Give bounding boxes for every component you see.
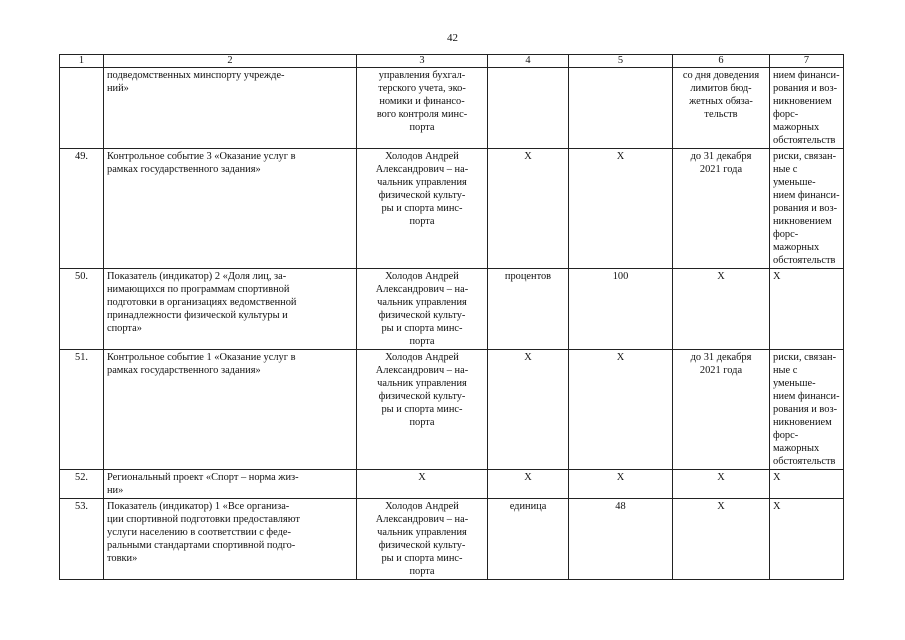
event-name-cell: Контрольное событие 1 «Оказание услуг в рамках государственного задания» [104,350,357,470]
risks-cell: риски, связан- ные с уменьше- нием финанси- рования и воз- никновением форс-мажорных обстоятельств [770,350,844,470]
value-cell: Х [569,149,673,269]
table-row [60,499,844,580]
page-number: 42 [447,32,458,44]
value-cell: 100 [569,269,673,350]
column-number-4: 4 [488,55,569,68]
column-number-7: 7 [770,55,844,68]
responsible-person-cell: Холодов Андрей Александрович – на- чальник управления физической культу- ры и спорта минс- порта [357,269,488,350]
unit-cell: процентов [488,269,569,350]
event-name-cell: Контрольное событие 3 «Оказание услуг в рамках государственного задания» [104,149,357,269]
unit-cell: единица [488,499,569,580]
plan-table [59,54,844,580]
table-row [60,68,844,149]
unit-cell: Х [488,350,569,470]
value-cell: 48 [569,499,673,580]
column-number-2: 2 [104,55,357,68]
risks-cell: Х [770,499,844,580]
event-name-cell: Региональный проект «Спорт – норма жиз- ни» [104,470,357,499]
deadline-cell: со дня доведения лимитов бюд- жетных обяза- тельств [673,68,770,149]
column-number-1: 1 [60,55,104,68]
value-cell [569,68,673,149]
risks-cell: Х [770,269,844,350]
row-number-cell: 51. [60,350,104,470]
responsible-person-cell: управления бухгал- терского учета, эко- номики и финансо- вого контроля минс- порта [357,68,488,149]
table-row [60,149,844,269]
risks-cell: риски, связан- ные с уменьше- нием финанси- рования и воз- никновением форс-мажорных обстоятельств [770,149,844,269]
deadline-cell: Х [673,269,770,350]
deadline-cell: до 31 декабря 2021 года [673,149,770,269]
table-body [60,68,844,580]
table-row [60,269,844,350]
table-row [60,350,844,470]
column-number-3: 3 [357,55,488,68]
event-name-cell: Показатель (индикатор) 1 «Все организа- ции спортивной подготовки предоставляют услуги населению в соответствии с феде- ральными стандартами спортивной подго- товки» [104,499,357,580]
row-number-cell: 52. [60,470,104,499]
row-number-cell: 49. [60,149,104,269]
risks-cell: нием финанси- рования и воз- никновением форс-мажорных обстоятельств [770,68,844,149]
unit-cell: Х [488,470,569,499]
event-name-cell: подведомственных минспорту учрежде- ний» [104,68,357,149]
risks-cell: Х [770,470,844,499]
unit-cell: Х [488,149,569,269]
value-cell: Х [569,470,673,499]
column-number-row [60,55,844,68]
responsible-person-cell: Х [357,470,488,499]
responsible-person-cell: Холодов Андрей Александрович – на- чальник управления физической культу- ры и спорта минс- порта [357,499,488,580]
deadline-cell: Х [673,499,770,580]
responsible-person-cell: Холодов Андрей Александрович – на- чальник управления физической культу- ры и спорта минс- порта [357,350,488,470]
row-number-cell [60,68,104,149]
event-name-cell: Показатель (индикатор) 2 «Доля лиц, за- нимающихся по программам спортивной подготовки в организациях ведомственной принадлежности физической культуры и спорта» [104,269,357,350]
table-row [60,470,844,499]
deadline-cell: Х [673,470,770,499]
value-cell: Х [569,350,673,470]
responsible-person-cell: Холодов Андрей Александрович – на- чальник управления физической культу- ры и спорта минс- порта [357,149,488,269]
unit-cell [488,68,569,149]
row-number-cell: 50. [60,269,104,350]
column-number-6: 6 [673,55,770,68]
deadline-cell: до 31 декабря 2021 года [673,350,770,470]
column-number-5: 5 [569,55,673,68]
row-number-cell: 53. [60,499,104,580]
